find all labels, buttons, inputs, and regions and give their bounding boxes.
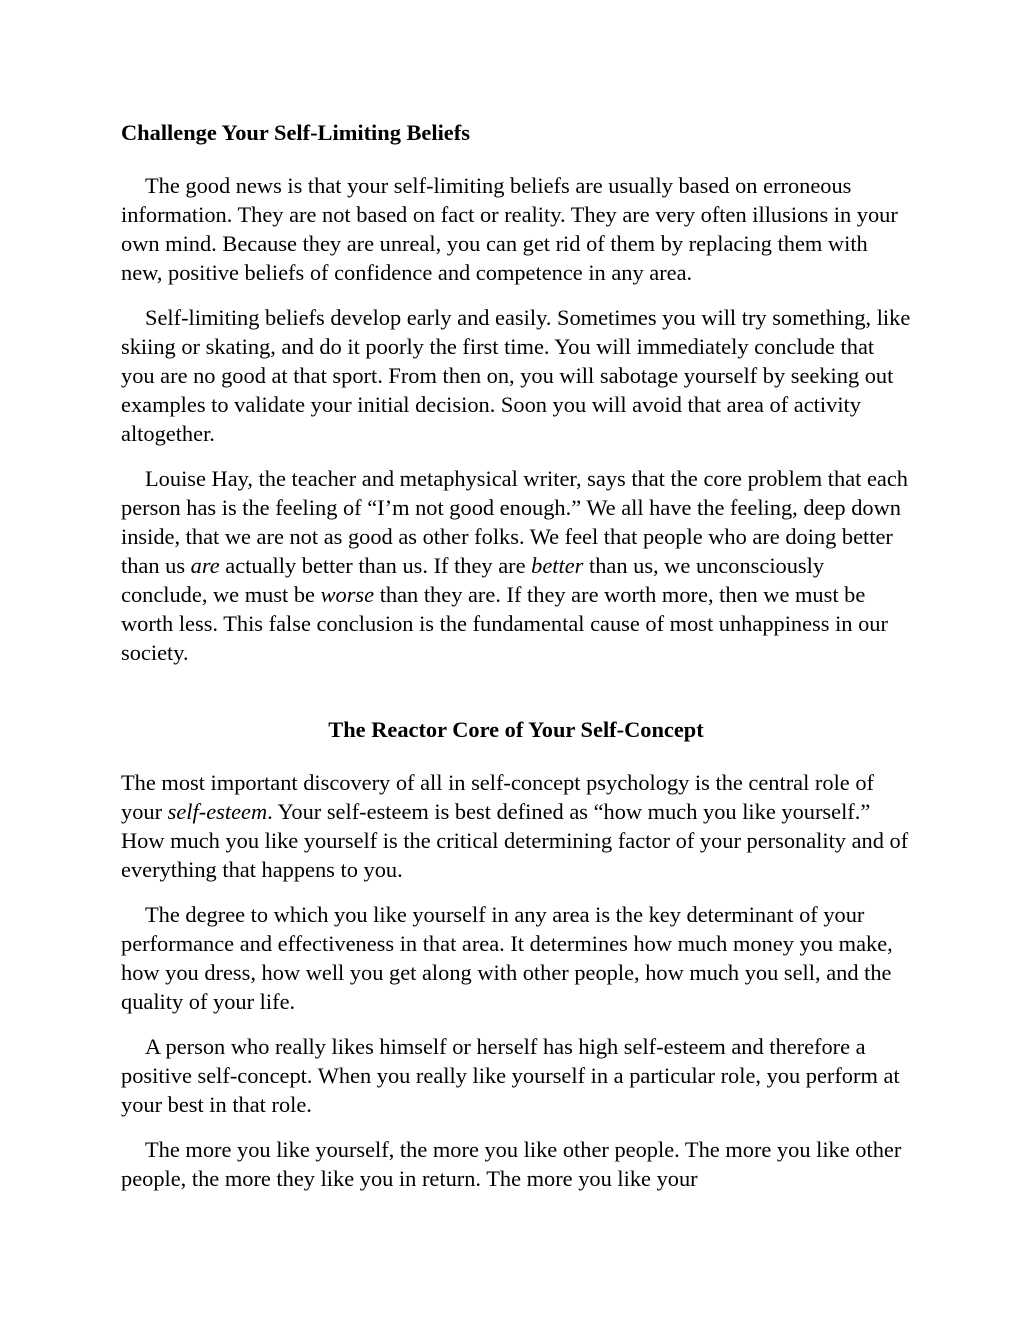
italic-text: are — [190, 553, 220, 578]
paragraph — [121, 464, 911, 667]
paragraph: The good news is that your self-limiting beliefs are usually based on erroneous information. They are not based on fact or reality. They are very often illusions in your own mind. Because they are unreal, you can get rid of them by replacing them with new, positive beliefs of confidence and competence in any area. — [121, 173, 898, 285]
section-heading-reactor-core: The Reactor Core of Your Self-Concept — [328, 717, 704, 742]
text-run: than us, we unconsciously conclude, we must be — [121, 553, 825, 607]
italic-text: better — [531, 553, 584, 578]
italic-text: worse — [320, 582, 375, 607]
paragraph — [121, 768, 911, 884]
paragraph-truncated: The more you like yourself, the more you like other people. The more you like other people, the more they like you in return. The more you like your — [121, 1137, 902, 1191]
paragraph: The degree to which you like yourself in any area is the key determinant of your performance and effectiveness in that area. It determines how much money you make, how you dress, how well you get along with other people, how much you sell, and the quality of your life. — [121, 902, 893, 1014]
paragraph: Self-limiting beliefs develop early and easily. Sometimes you will try something, like skiing or skating, and do it poorly the first time. You will immediately conclude that you are no good at that sport. From then on, you will sabotage yourself by seeking out examples to validate your initial decision. Soon you will avoid that area of activity altogether. — [121, 305, 911, 446]
text-run: Louise Hay, the teacher and metaphysical writer, says that the core problem that each person has is the feeling of “I’m not good enough.” We all have the feeling, deep down inside, that we are not as good as other folks. We feel that people who are doing better than us — [121, 466, 908, 578]
text-run: than they are. If they are worth more, then we must be worth less. This false conclusion is the fundamental cause of most unhappiness in our society. — [121, 582, 888, 665]
paragraph: A person who really likes himself or herself has high self-esteem and therefore a positive self-concept. When you really like yourself in a particular role, you perform at your best in that role. — [121, 1034, 900, 1117]
section-heading-self-limiting-beliefs: Challenge Your Self-Limiting Beliefs — [121, 120, 470, 145]
text-run: The most important discovery of all in self-concept psychology is the central role of your — [121, 770, 874, 824]
text-run: . Your self-esteem is best defined as “how much you like yourself.” How much you like yourself is the critical determining factor of your personality and of everything that happens to you. — [121, 799, 909, 882]
page-content — [121, 118, 911, 1205]
italic-text: self-esteem — [167, 799, 268, 824]
text-run: actually better than us. If they are — [219, 553, 532, 578]
